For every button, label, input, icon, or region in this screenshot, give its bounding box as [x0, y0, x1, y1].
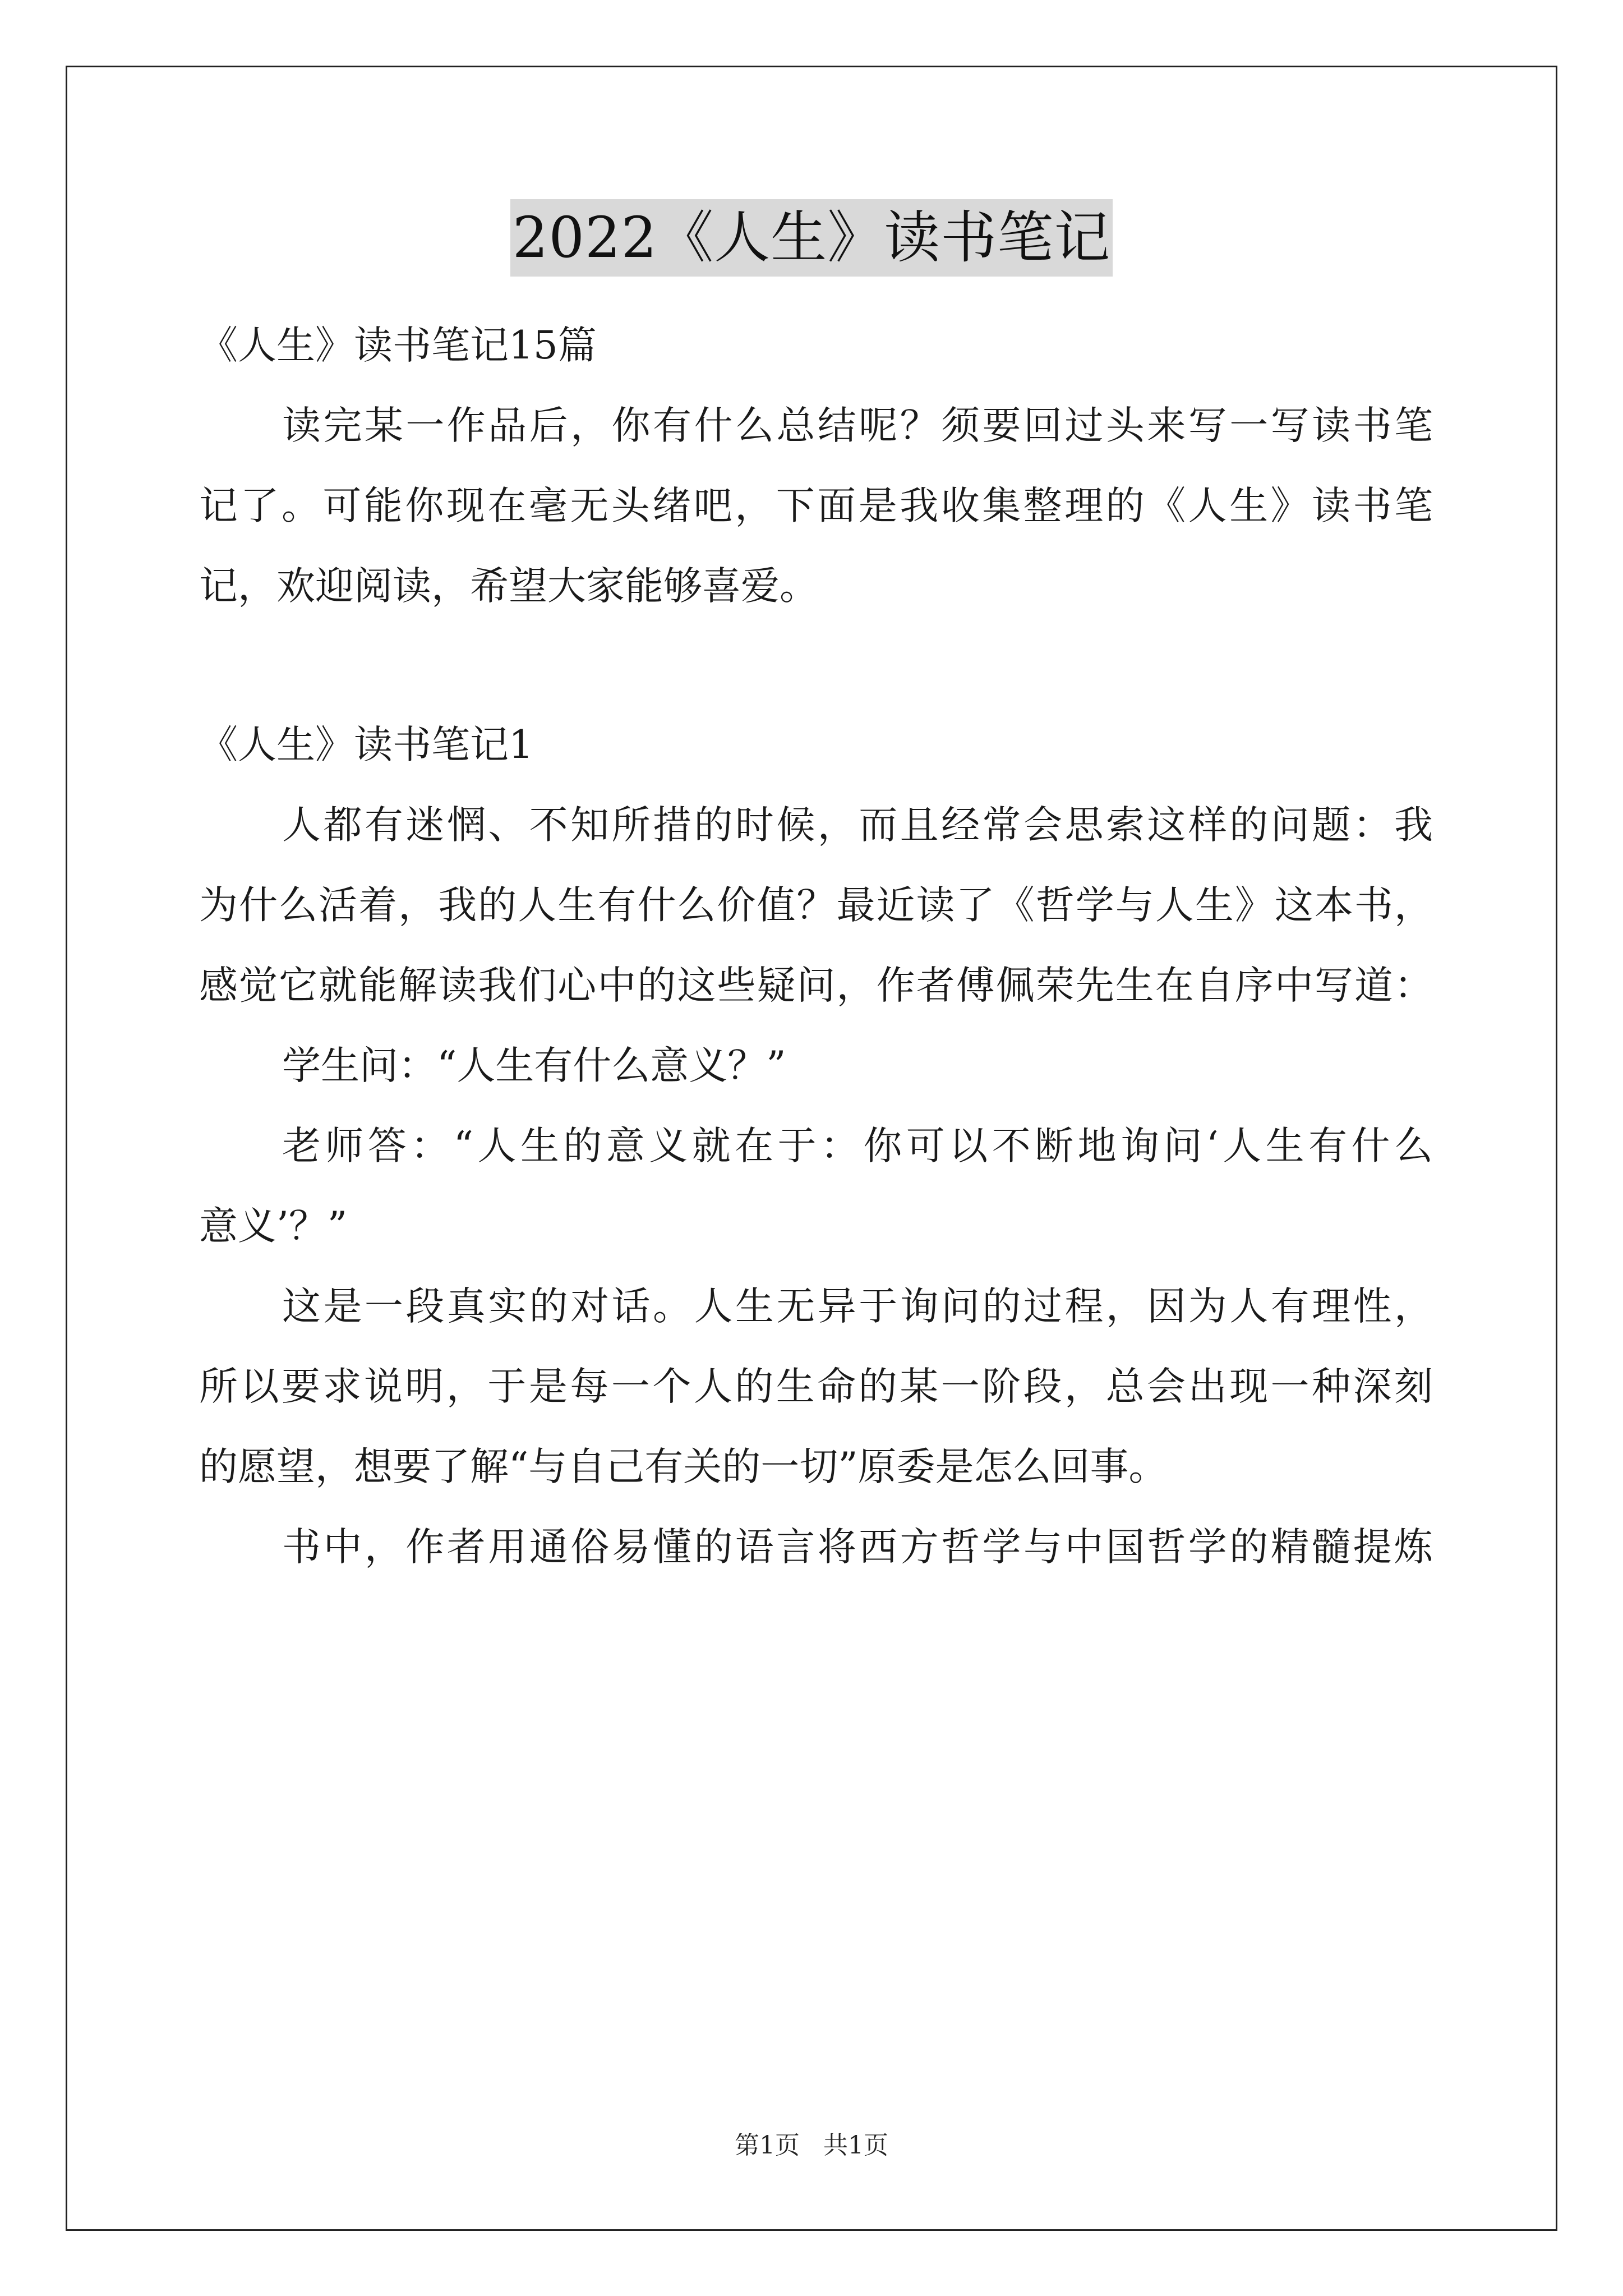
- title-container: [0, 199, 1623, 277]
- section-gap: [199, 627, 1433, 705]
- intro-heading: 《人生》读书笔记15篇: [199, 323, 597, 368]
- paragraph-line: 感觉它就能解读我们心中的这些疑问，作者傅佩荣先生在自序中写道：: [199, 963, 1433, 1008]
- document-body: [199, 306, 1433, 1588]
- paragraph-line: 意义’？”: [199, 1204, 348, 1249]
- paragraph-line: 书中，作者用通俗易懂的语言将西方哲学与中国哲学的精髓提炼: [282, 1525, 1433, 1570]
- document-title: 2022《人生》读书笔记: [510, 199, 1113, 277]
- paragraph-line: 学生问：“人生有什么意义？”: [282, 1043, 786, 1088]
- paragraph-line: 所以要求说明，于是每一个人的生命的某一阶段，总会出现一种深刻: [199, 1364, 1433, 1409]
- intro-line: 读完某一作品后，你有什么总结呢？须要回过头来写一写读书笔: [282, 403, 1433, 448]
- intro-line: 记，欢迎阅读，希望大家能够喜爱。: [199, 564, 818, 609]
- page-footer: [0, 2129, 1623, 2162]
- page-number-current: 第1页: [735, 2131, 800, 2160]
- page-number-total: 共1页: [823, 2131, 888, 2160]
- intro-line: 记了。可能你现在毫无头绪吧，下面是我收集整理的《人生》读书笔: [199, 484, 1433, 528]
- paragraph-line: 老师答：“人生的意义就在于：你可以不断地询问‘人生有什么: [282, 1124, 1433, 1168]
- paragraph-line: 这是一段真实的对话。人生无异于询问的过程，因为人有理性，: [282, 1284, 1433, 1329]
- paragraph-line: 的愿望，想要了解“与自己有关的一切”原委是怎么回事。: [199, 1444, 1168, 1489]
- section-heading: 《人生》读书笔记1: [199, 723, 533, 767]
- paragraph-line: 为什么活着，我的人生有什么价值？最近读了《哲学与人生》这本书，: [199, 883, 1433, 928]
- paragraph-line: 人都有迷惘、不知所措的时候，而且经常会思索这样的问题：我: [282, 803, 1433, 848]
